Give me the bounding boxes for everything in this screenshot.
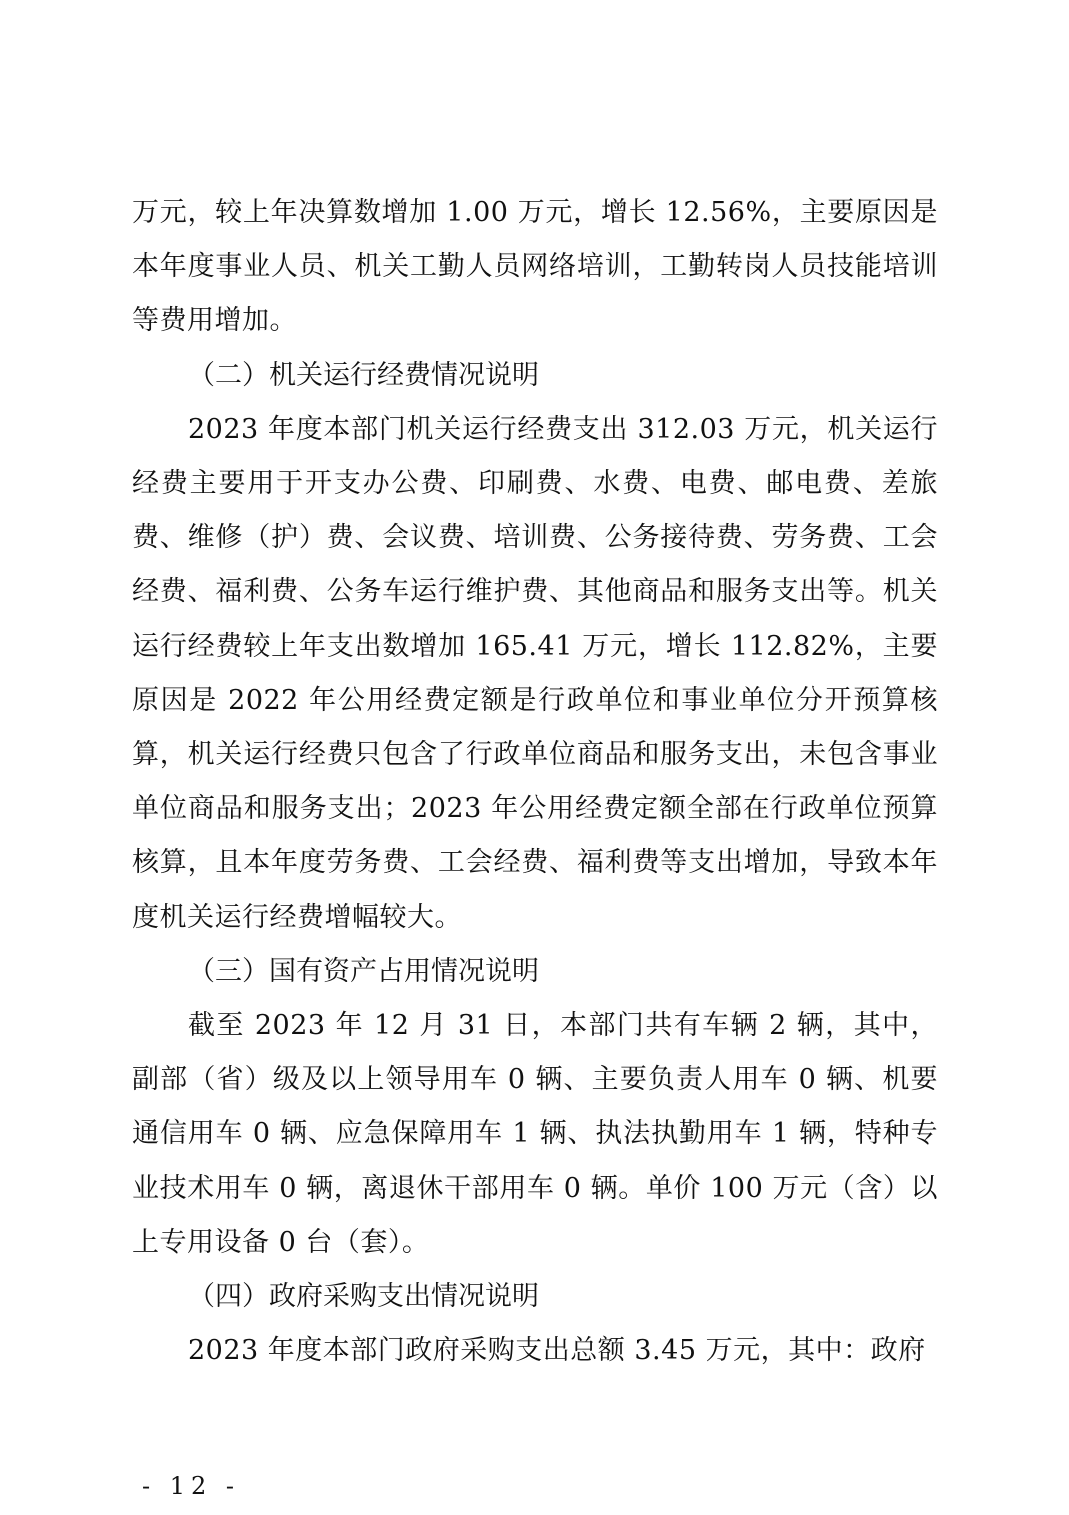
section-heading-operating-expenses: （二）机关运行经费情况说明 — [188, 359, 539, 391]
page-number: - 12 - — [142, 1472, 241, 1500]
document-body — [132, 186, 938, 1378]
section-heading-state-assets: （三）国有资产占用情况说明 — [188, 955, 539, 987]
paragraph-procurement: 2023 年度本部门政府采购支出总额 3.45 万元，其中：政府 — [188, 1335, 926, 1367]
paragraph-training-costs: 万元，较上年决算数增加 1.00 万元，增长 12.56%，主要原因是本年度事业人员、机关工勤人员网络培训，工勤转岗人员技能培训等费用增加。 — [132, 197, 938, 337]
paragraph-operating-expenses: 2023 年度本部门机关运行经费支出 312.03 万元，机关运行经费主要用于开支办公费、印刷费、水费、电费、邮电费、差旅费、维修（护）费、会议费、培训费、公务接待费、劳务费、工会经费、福利费、公务车运行维护费、其他商品和服务支出等。机关运行经费较上年支出数增加 165.41 万元，增长 112.82%，主要原因是 2022 年公用经费定额是行政单位和事业单位分开预算核算，机关运行经费只包含了行政单位商品和服务支出，未包含事业单位商品和服务支出；2023 年公用经费定额全部在行政单位预算核算，且本年度劳务费、工会经费、福利费等支出增加，导致本年度机关运行经费增幅较大。 — [132, 413, 938, 933]
paragraph-state-assets: 截至 2023 年 12 月 31 日，本部门共有车辆 2 辆，其中，副部（省）级及以上领导用车 0 辆、主要负责人用车 0 辆、机要通信用车 0 辆、应急保障用车 1 辆、执法执勤用车 1 辆，特种专业技术用车 0 辆，离退休干部用车 0 辆。单价 100 万元（含）以上专用设备 0 台（套）。 — [132, 1010, 938, 1258]
section-heading-procurement: （四）政府采购支出情况说明 — [188, 1281, 539, 1313]
